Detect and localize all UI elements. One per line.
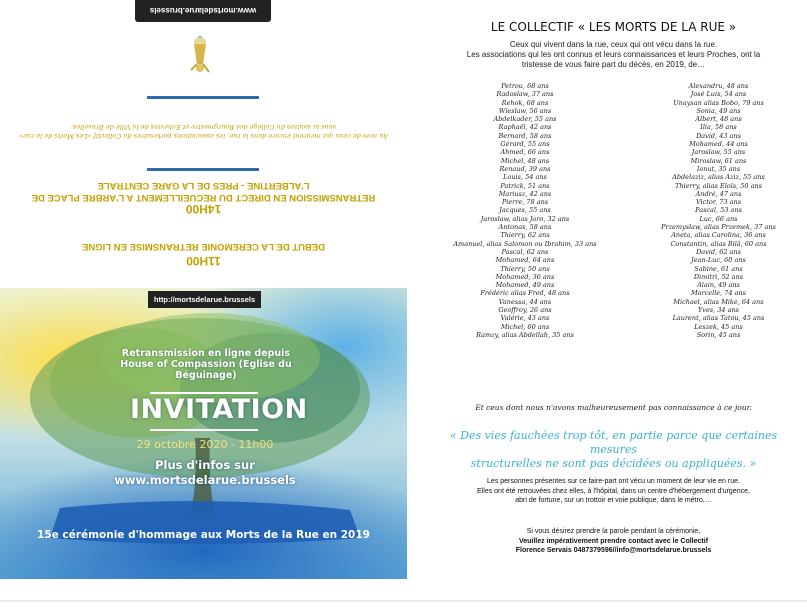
unknown-names-note: Et ceux dont nous n'avons malheureusement pas connaissance à ce jour. bbox=[475, 403, 752, 412]
poster-venue: Retransmission en ligne depuis House of Compassion (Eglise du Béguinage) bbox=[120, 348, 292, 381]
name-entry: Abdelkader, 55 ans bbox=[493, 115, 557, 124]
name-entry: Abdelaziz, alias Aziz, 55 ans bbox=[672, 173, 765, 182]
announcement-intro bbox=[440, 40, 787, 70]
contact-block bbox=[460, 527, 767, 556]
program-italic-1: Au nom de ceux qui meurent encore dans la rue, les associations partenaires du Collectif «Les Morts de la rue» bbox=[19, 132, 389, 140]
poster-info-line-1: Plus d'infos sur bbox=[155, 458, 255, 472]
contact-line-2: Veuillez impérativement prendre contact avec le Collectif bbox=[518, 537, 709, 545]
name-entry: Renaud, 39 ans bbox=[499, 164, 551, 173]
name-entry: Leszek, 45 ans bbox=[694, 322, 743, 331]
program-panel bbox=[0, 0, 407, 288]
name-entry: Sonia, 49 ans bbox=[696, 106, 741, 115]
invitation-bottom-line bbox=[150, 429, 258, 431]
program-url-tab: www.mortsdelarue.brussels bbox=[135, 0, 271, 22]
name-entry: Bernard, 58 ans bbox=[498, 131, 552, 140]
name-entry: Amanuel, alias Salomon ou Ibrahim, 33 ans bbox=[453, 239, 597, 248]
intro-line-1: Ceux qui vivent dans la rue, ceux qui ont vécu dans la rue. bbox=[509, 40, 718, 49]
intro-line-2: Les associations qui les ont connus et leurs connaissances et leurs Proches, ont la bbox=[466, 50, 761, 59]
name-entry: Yves, 34 ans bbox=[697, 306, 739, 315]
name-entry: Louis, 54 ans bbox=[503, 173, 547, 182]
name-entry: Michel, 48 ans bbox=[500, 156, 550, 165]
name-entry: Pascal, 53 ans bbox=[695, 206, 742, 215]
poster-date: 29 octobre 2020 - 11h00 bbox=[136, 438, 274, 451]
name-entry: David, 43 ans bbox=[696, 131, 741, 140]
program-line-1: DEBUT DE LA CEREMONIE RETRANSMISE EN LIGNE bbox=[82, 241, 325, 252]
name-entry: Michael, alias Mike, 64 ans bbox=[673, 297, 764, 306]
poster-footer: 15e cérémonie d'hommage aux Morts de la Rue en 2019 bbox=[37, 529, 370, 541]
divider-line bbox=[147, 96, 259, 99]
name-entry: Gérard, 55 ans bbox=[500, 140, 550, 149]
figure-illustration-icon bbox=[189, 36, 211, 78]
info-paragraph bbox=[440, 477, 787, 506]
quote-line-2: structurelles ne sont pas décidées ou appliquées. » bbox=[470, 457, 757, 470]
quote-line-1: « Des vies fauchées trop tôt, en partie parce que certaines mesures bbox=[449, 429, 778, 456]
name-entry: Luc, 66 ans bbox=[699, 214, 738, 223]
name-entry: Petrou, 68 ans bbox=[501, 82, 549, 90]
name-entry: Sorin, 45 ans bbox=[696, 330, 741, 339]
program-line-2b: L'ALBERTINE - PRES DE LA GARE CENTRALE bbox=[97, 180, 310, 191]
name-entry: Unaysan alias Bobo, 79 ans bbox=[673, 98, 764, 107]
name-entry: Mohamed, 64 ans bbox=[495, 256, 555, 265]
name-entry: Radoslaw, 37 ans bbox=[496, 90, 554, 99]
name-entry: Vanessa, 44 ans bbox=[498, 297, 552, 306]
name-entry: Wieslaw, 56 ans bbox=[498, 106, 552, 115]
divider-line bbox=[147, 168, 259, 171]
poster-info-link[interactable]: www.mortsdelarue.brussels bbox=[114, 473, 296, 487]
info-line-1: Les personnes présentes sur ce faire-part ont vécu un moment de leur vie en rue. bbox=[487, 478, 740, 485]
name-entry: Pierre, 78 ans bbox=[501, 198, 549, 207]
page-divider bbox=[0, 600, 807, 602]
name-entry: Patrick, 51 ans bbox=[500, 181, 550, 190]
name-entry: Thierry, 62 ans bbox=[500, 231, 550, 240]
name-entry: Thierry, 50 ans bbox=[500, 264, 550, 273]
name-entry: Thierry, alias Eloïs, 50 ans bbox=[675, 181, 762, 190]
name-entry: Alain, 49 ans bbox=[697, 281, 740, 290]
program-line-2a: RETRANSMISSION EN DIRECT DU RECUEILLEMENT A L'ARBRE PLACE DE bbox=[31, 192, 376, 203]
contact-line-3[interactable]: Florence Servais 0487379596//info@mortsdelarue.brussels bbox=[515, 547, 712, 554]
quote bbox=[430, 429, 797, 471]
name-entry: Michel, 60 ans bbox=[500, 322, 550, 331]
name-entry: Mariusz, 42 ans bbox=[498, 189, 552, 198]
name-entry: Ilia, 58 ans bbox=[700, 123, 737, 132]
name-entry: Jacques, 55 ans bbox=[499, 206, 551, 215]
name-entry: Frédéric alias Fred, 48 ans bbox=[480, 289, 570, 298]
announcement-panel bbox=[420, 0, 807, 579]
name-entry: Antonas, 58 ans bbox=[498, 223, 552, 232]
name-entry: Marcelle, 74 ans bbox=[691, 289, 746, 298]
invitation-poster bbox=[0, 288, 407, 579]
name-entry: Rehok, 68 ans bbox=[501, 98, 549, 107]
name-entry: Przemyslaw, alias Przemek, 37 ans bbox=[661, 223, 776, 232]
name-entry: Mohamed, 49 ans bbox=[495, 281, 555, 290]
name-entry: Sabine, 61 ans bbox=[694, 264, 743, 273]
program-time-1: 11H00 bbox=[186, 254, 221, 268]
names-column-left bbox=[420, 82, 630, 339]
name-entry: Ionut, 35 ans bbox=[696, 164, 741, 173]
contact-line-1: Si vous désirez prendre la parole pendant la cérémonie, bbox=[526, 528, 701, 535]
name-entry: Dimitri, 52 ans bbox=[693, 272, 744, 281]
poster-url-link[interactable]: http://mortsdelarue.brussels bbox=[148, 291, 261, 308]
name-entry: André, 47 ans bbox=[695, 189, 742, 198]
intro-line-3: tristesse de vous faire part du décès, en 2019, de… bbox=[521, 60, 706, 69]
names-column-right bbox=[630, 82, 807, 339]
program-italic-2: vous la soutien du Collège des Bourgmestre et Echevins de la Ville de Bruxelles. bbox=[70, 123, 337, 131]
name-entry: Victor, 73 ans bbox=[695, 198, 742, 207]
name-entry: Ahmed, 66 ans bbox=[500, 148, 550, 157]
name-entry: Alexandru, 48 ans bbox=[688, 82, 749, 90]
name-entry: Laurent, alias Tatou, 45 ans bbox=[672, 314, 765, 323]
name-entry: Jaroslaw, alias Jaro, 32 ans bbox=[480, 214, 570, 223]
name-entry: Geoffroy, 26 ans bbox=[498, 306, 552, 315]
name-entry: Pascal, 62 ans bbox=[501, 247, 549, 256]
name-entry: Jean-Luc, 60 ans bbox=[691, 256, 746, 265]
name-entry: Constantin, alias Bilâ, 60 ans bbox=[670, 239, 767, 248]
name-entry: Ramzy, alias Abdellah, 35 ans bbox=[476, 330, 574, 339]
info-line-3: abri de fortune, sur un trottoir et voie publique, dans le métro,… bbox=[515, 497, 712, 504]
name-entry: Miroslaw, 61 ans bbox=[690, 156, 747, 165]
program-flipped bbox=[0, 0, 407, 288]
program-time-2: 14H00 bbox=[185, 202, 222, 216]
name-entry: Mohamed, 36 ans bbox=[495, 272, 555, 281]
name-entry: Albert, 48 ans bbox=[695, 115, 742, 124]
name-entry: Mohamed, 44 ans bbox=[689, 140, 748, 149]
announcement-title: LE COLLECTIF « LES MORTS DE LA RUE » bbox=[490, 20, 737, 34]
name-entry: Valérie, 43 ans bbox=[500, 314, 550, 323]
name-entry: Aneta, alias Carolina, 36 ans bbox=[671, 231, 766, 240]
poster-title: INVITATION bbox=[130, 394, 308, 425]
name-entry: David, 62 ans bbox=[696, 247, 741, 256]
info-line-2: Elles ont été retrouvées chez elles, à l'hôpital, dans un centre d'hébergement d'urgence, bbox=[477, 487, 750, 495]
name-entry: José Luis, 54 ans bbox=[690, 90, 747, 99]
name-entry: Raphaël, 42 ans bbox=[498, 123, 552, 132]
name-entry: Jaroslaw, 55 ans bbox=[691, 148, 746, 157]
poster-info bbox=[95, 458, 315, 488]
